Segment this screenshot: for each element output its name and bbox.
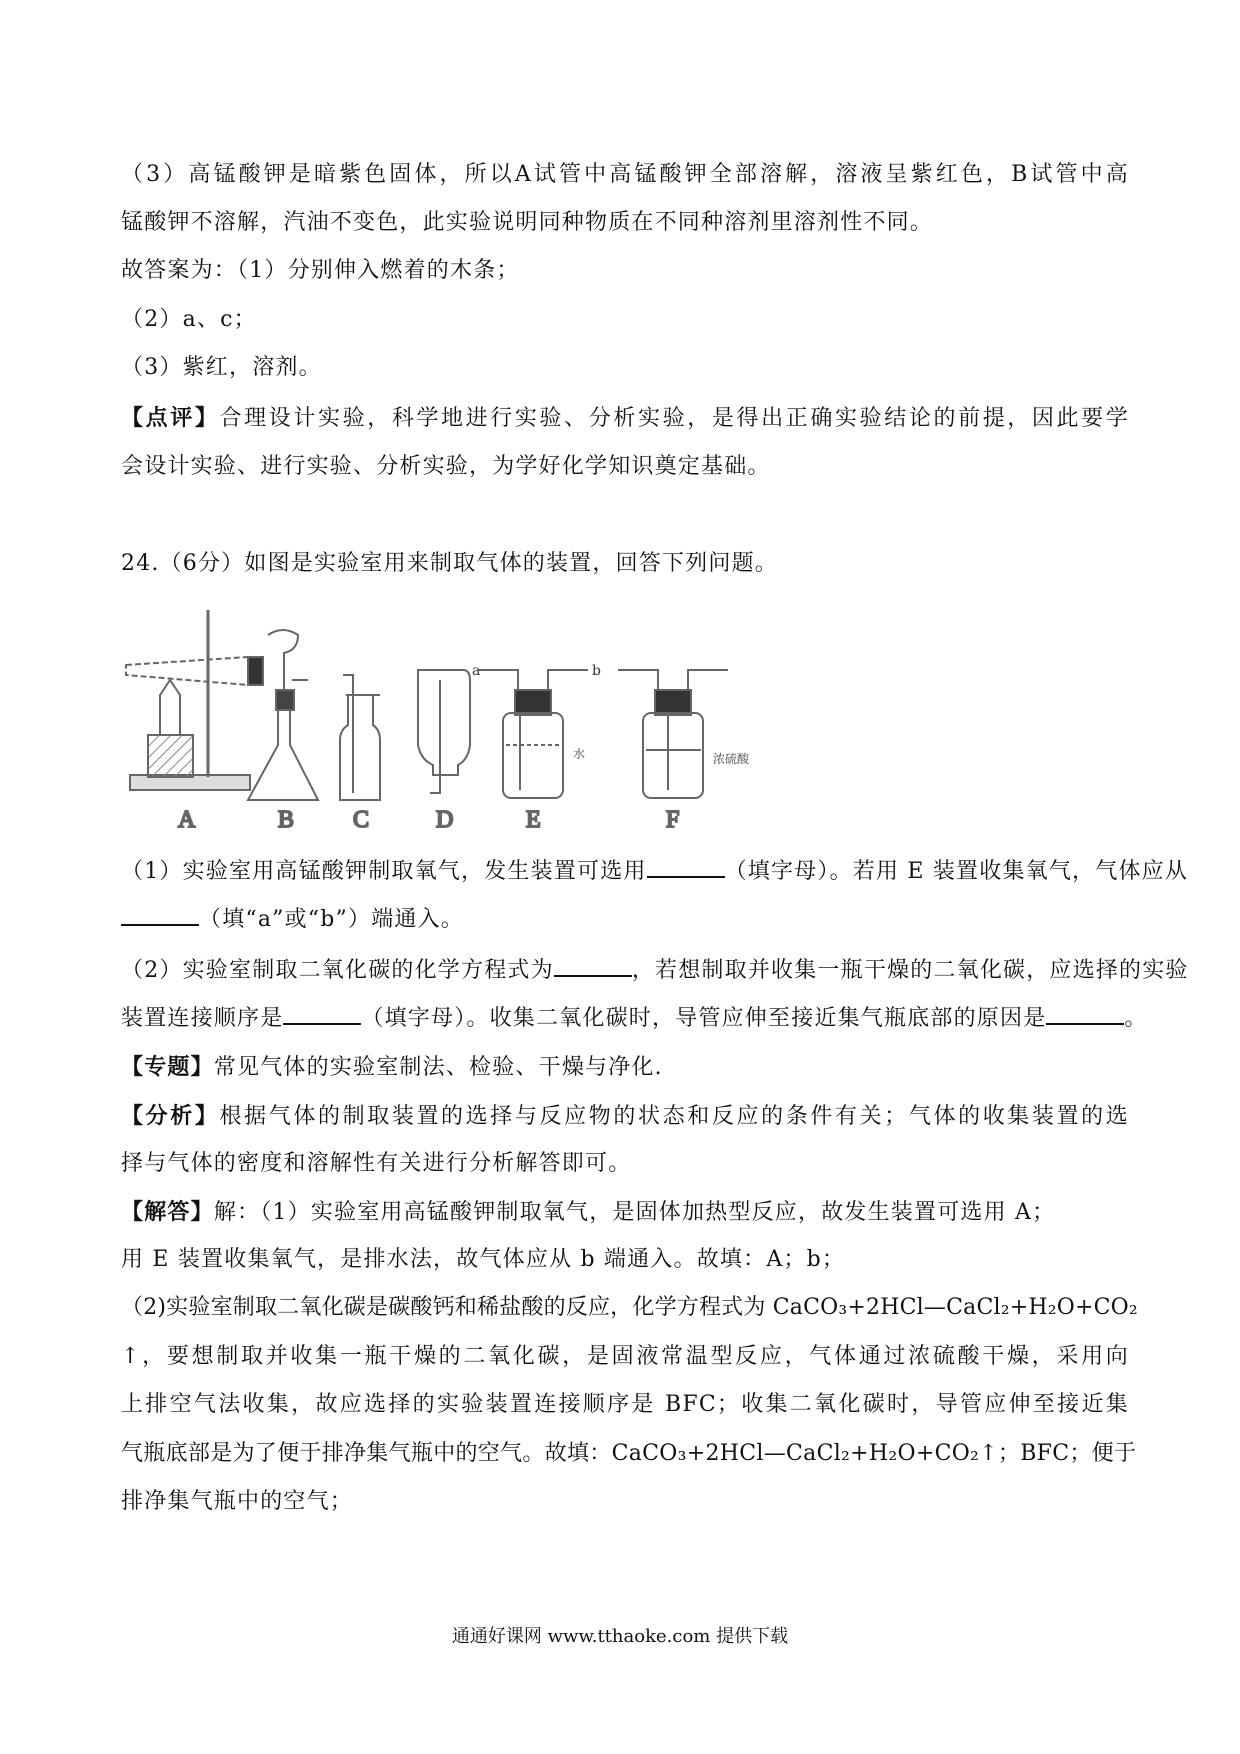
p2-text-a: （2）实验室制取二氧化碳的化学方程式为 [121, 958, 554, 983]
solution-line-1 [121, 1197, 1129, 1228]
e-water-note: 水 [573, 747, 586, 761]
apparatus-f [618, 670, 750, 798]
p1-text-c: （填“a”或“b”）端通入。 [199, 907, 464, 932]
answer-2: （2）a、c； [121, 307, 257, 332]
analysis-line-1 [121, 1101, 1129, 1131]
topic-line [121, 1052, 1129, 1083]
q24-part1-line1 [121, 856, 1189, 887]
solution-line-6: 气瓶底部是为了便于排净集气瓶中的空气。故填：CaCO₃+2HCl—CaCl₂+H₂O+CO₂↑；BFC；便于 [121, 1441, 1137, 1466]
answer-intro: 故答案为：（1）分别伸入燃着的木条； [121, 258, 520, 283]
comment-text: 合理设计实验，科学地进行实验、分析实验，是得出正确实验结论的前提，因此要学 [219, 406, 1129, 431]
topic-tag: 【专题】 [121, 1054, 214, 1080]
f-acid-note: 浓硫酸 [713, 752, 750, 766]
solution-tag: 【解答】 [121, 1199, 214, 1225]
p2-text-c: 装置连接顺序是 [121, 1006, 284, 1031]
q24-part1-line2 [121, 904, 1129, 935]
p2-text-d: （填字母）。收集二氧化碳时，导管应伸至接近集气瓶底部的原因是 [361, 1006, 1047, 1031]
label-e: E [526, 807, 541, 833]
analysis-line-2: 择与气体的密度和溶解性有关进行分析解答即可。 [121, 1151, 632, 1176]
prev-line-2: 锰酸钾不溶解，汽油不变色，此实验说明同种物质在不同种溶剂里溶剂性不同。 [121, 210, 934, 235]
comment-tag: 【点评】 [121, 405, 220, 431]
solution-line-3: （2)实验室制取二氧化碳是碳酸钙和稀盐酸的反应，化学方程式为 CaCO₃+2HCl—CaCl₂+H₂O+CO₂ [121, 1295, 1138, 1320]
solution-line-7: 排净集气瓶中的空气； [121, 1489, 354, 1514]
analysis-text: 根据气体的制取装置的选择与反应物的状态和反应的条件有关；气体的收集装置的选 [219, 1104, 1129, 1129]
answer-blank [647, 856, 725, 878]
q24-part2-line2 [121, 1003, 1148, 1034]
answer-blank [1046, 1003, 1124, 1025]
p2-text-b: ，若想制取并收集一瓶干燥的二氧化碳，应选择的实验 [631, 958, 1189, 983]
answer-blank [121, 904, 199, 926]
p2-text-e: 。 [1124, 1006, 1148, 1031]
question-24-title: 24.（6分）如图是实验室用来制取气体的装置，回答下列问题。 [121, 551, 778, 576]
answer-blank [554, 955, 632, 977]
port-b-label: b [592, 663, 601, 679]
solution-line-5: 上排空气法收集，故应选择的实验装置连接顺序是 BFC；收集二氧化碳时，导管应伸至接近集 [121, 1392, 1129, 1417]
page-footer: 通通好课网 www.tthaoke.com 提供下载 [451, 1626, 789, 1647]
analysis-tag: 【分析】 [121, 1103, 220, 1129]
topic-text: 常见气体的实验室制法、检验、干燥与净化. [213, 1055, 663, 1080]
p1-text-a: （1）实验室用高锰酸钾制取氧气，发生装置可选用 [121, 859, 647, 884]
apparatus-a [126, 610, 263, 790]
label-f: F [666, 807, 680, 833]
solution-line-2: 用 E 装置收集氧气，是排水法，故气体应从 b 端通入。故填：A；b； [121, 1247, 846, 1272]
apparatus-c [340, 675, 380, 800]
label-b: B [278, 807, 295, 833]
solution-text: 解：（1）实验室用高锰酸钾制取氧气，是固体加热型反应，故发生装置可选用 A； [213, 1200, 1056, 1225]
apparatus-d [418, 670, 470, 793]
label-a: A [178, 807, 196, 833]
port-a-label: a [472, 663, 481, 679]
apparatus-b [248, 630, 318, 800]
comment-line-2: 会设计实验、进行实验、分析实验，为学好化学知识奠定基础。 [121, 454, 771, 479]
answer-blank [283, 1003, 361, 1025]
q24-part2-line1 [121, 955, 1189, 986]
prev-line-1: （3）高锰酸钾是暗紫色固体，所以A试管中高锰酸钾全部溶解，溶液呈紫红色，B试管中高 [121, 162, 1129, 187]
apparatus-e [472, 663, 601, 798]
comment-line-1 [121, 403, 1129, 433]
p1-text-b: （填字母）。若用 E 装置收集氧气，气体应从 [724, 859, 1189, 884]
solution-line-4: ↑，要想制取并收集一瓶干燥的二氧化碳，是固液常温型反应，气体通过浓硫酸干燥，采用向 [121, 1344, 1129, 1369]
apparatus-figure [118, 595, 918, 835]
label-d: D [436, 807, 454, 833]
label-c: C [353, 807, 370, 833]
answer-3: （3）紫红，溶剂。 [121, 355, 322, 380]
